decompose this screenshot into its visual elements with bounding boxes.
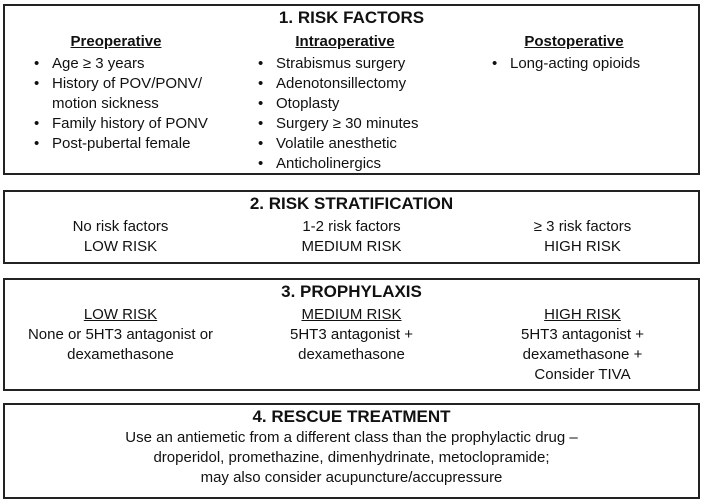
preoperative-column [31,32,231,154]
intraoperative-heading: Intraoperative [295,33,395,50]
stratification-level: MEDIUM RISK [301,238,402,255]
risk-factors-title: 1. RISK FACTORS [278,8,425,27]
rescue-line: droperidol, promethazine, dimenhydrinate, metoclopramide; [153,449,550,466]
list-item: • Surgery ≥ 30 minutes [255,114,455,134]
stratification-criteria: ≥ 3 risk factors [533,218,632,235]
stratification-medium [236,217,467,257]
list-item: • Anticholinergics [255,154,455,174]
prophylaxis-medium [236,305,467,385]
risk-stratification-title: 2. RISK STRATIFICATION [249,194,454,213]
rescue-treatment-text [5,428,698,488]
prophylaxis-line: dexamethasone [67,346,174,363]
list-item: • Volatile anesthetic [255,134,455,154]
stratification-row [5,217,698,257]
risk-stratification-box [3,190,700,264]
prophylaxis-line: 5HT3 antagonist + [521,326,644,343]
list-item: • Post-pubertal female [31,134,231,154]
list-item: • Age ≥ 3 years [31,54,231,74]
list-item-line: History of POV/PONV/ [52,75,203,92]
stratification-high [467,217,698,257]
prophylaxis-line: None or 5HT3 antagonist or [27,326,214,343]
rescue-treatment-title: 4. RESCUE TREATMENT [252,407,451,426]
postoperative-heading: Postoperative [524,33,624,50]
prophylaxis-low [5,305,236,385]
prophylaxis-row [5,305,698,385]
list-item: • Family history of PONV [31,114,231,134]
prophylaxis-line: Consider TIVA [534,366,631,383]
stratification-criteria: 1-2 risk factors [302,218,401,235]
prophylaxis-high [467,305,698,385]
postoperative-list [489,54,679,74]
preoperative-heading: Preoperative [70,33,162,50]
prophylaxis-title: 3. PROPHYLAXIS [281,282,422,301]
prophylaxis-line: dexamethasone [298,346,405,363]
rescue-treatment-box [3,403,700,499]
stratification-criteria: No risk factors [72,218,169,235]
list-item: • Adenotonsillectomy [255,74,455,94]
rescue-line: Use an antiemetic from a different class than the prophylactic drug – [125,429,578,446]
intraoperative-column [255,32,455,174]
postoperative-column [489,32,679,74]
list-item [31,74,231,114]
list-item-line: motion sickness [52,95,159,112]
preoperative-list [31,54,231,154]
prophylaxis-heading: HIGH RISK [544,306,621,323]
stratification-low [5,217,236,257]
risk-factors-box [3,4,700,175]
prophylaxis-line: dexamethasone + [522,346,643,363]
list-item: • Strabismus surgery [255,54,455,74]
prophylaxis-heading: LOW RISK [83,306,158,323]
rescue-line: may also consider acupuncture/accupressure [200,469,503,486]
prophylaxis-line: 5HT3 antagonist + [290,326,413,343]
prophylaxis-heading: MEDIUM RISK [301,306,402,323]
stratification-level: LOW RISK [83,238,158,255]
stratification-level: HIGH RISK [544,238,621,255]
prophylaxis-box [3,278,700,391]
list-item: • Otoplasty [255,94,455,114]
intraoperative-list [255,54,455,174]
list-item: • Long-acting opioids [489,54,679,74]
